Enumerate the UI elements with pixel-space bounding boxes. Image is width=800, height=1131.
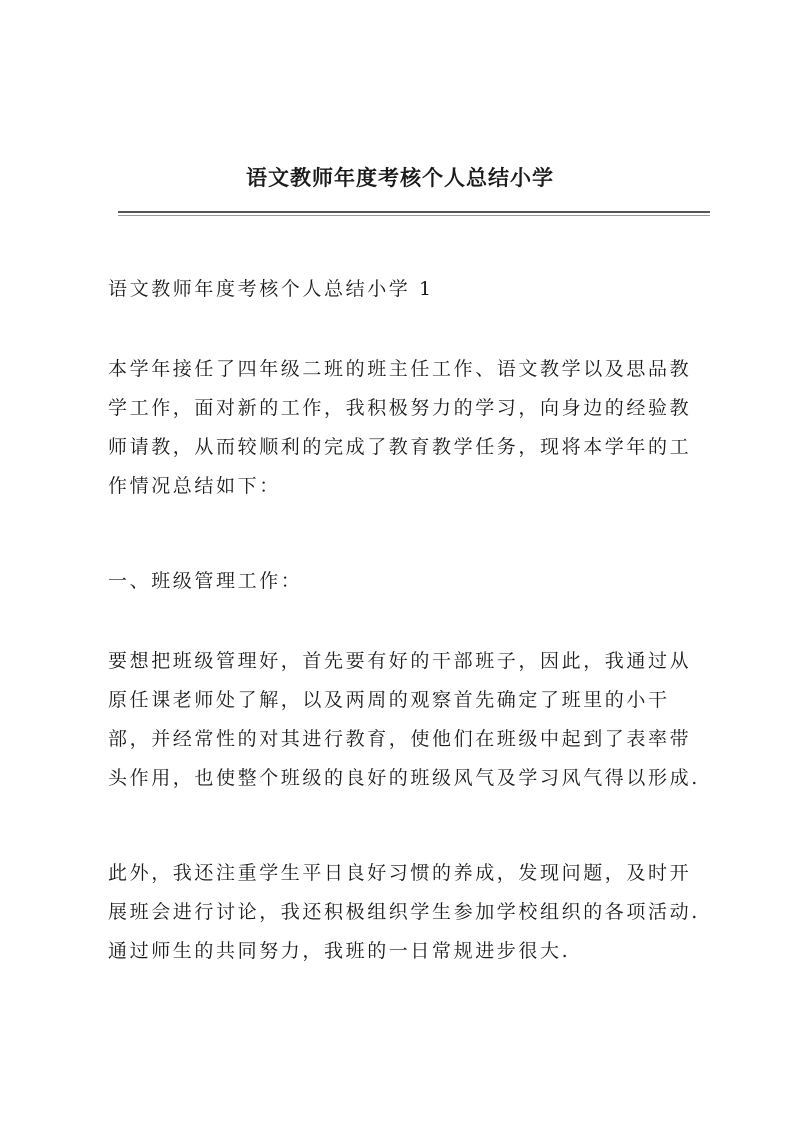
title-divider-thin: [118, 215, 710, 216]
section-heading-class-management: 一、班级管理工作：: [108, 570, 303, 592]
section-subtitle: 语文教师年度考核个人总结小学 1: [108, 278, 434, 300]
paragraph-class-leaders: 要想把班级管理好，首先要有好的干部班子，因此，我通过从原任课老师处了解，以及两周的观察首先确定了班里的小干部，并经常性的对其进行教育，使他们在班级中起到了表率带头作用，也使整个班级的良好的班级风气及学习风气得以形成.: [108, 650, 700, 789]
paragraph-habits: 此外，我还注重学生平日良好习惯的养成，发现问题，及时开展班会进行讨论，我还积极组织学生参加学校组织的各项活动. 通过师生的共同努力，我班的一日常规进步很大.: [108, 862, 700, 962]
document-title: 语文教师年度考核个人总结小学: [246, 165, 554, 190]
paragraph-intro: 本学年接任了四年级二班的班主任工作、语文教学以及思品教学工作，面对新的工作，我积极努力的学习，向身边的经验教师请教，从而较顺利的完成了教育教学任务，现将本学年的工作情况总结如下：: [108, 358, 692, 497]
title-divider: [118, 211, 710, 213]
